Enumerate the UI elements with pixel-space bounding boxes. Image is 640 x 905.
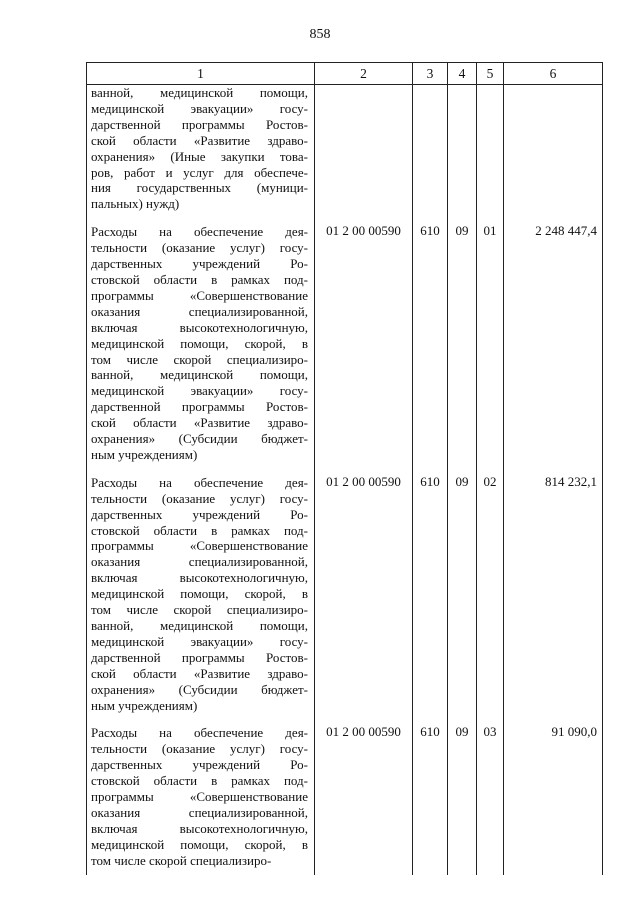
description-line: Расходы на обеспечение дея- <box>91 474 308 490</box>
expense-type-code <box>413 85 448 219</box>
section-code: 09 <box>448 719 477 874</box>
description-line: ской области «Развитие здраво- <box>91 132 308 148</box>
column-header-2: 2 <box>315 63 413 85</box>
description-line: охранения» (Субсидии бюджет- <box>91 681 308 697</box>
description-line: Расходы на обеспечение дея- <box>91 224 308 240</box>
description-line: ванной, медицинской помощи, <box>91 367 308 383</box>
expense-type-code: 610 <box>413 218 448 469</box>
description-line: стовской области в рамках под- <box>91 522 308 538</box>
column-header-1: 1 <box>87 63 315 85</box>
description-line: дарственной программы Ростов- <box>91 649 308 665</box>
budget-table <box>86 62 603 875</box>
target-item-code <box>315 85 413 219</box>
table-row <box>87 218 603 469</box>
description-line: том числе скорой специализиро- <box>91 852 272 868</box>
description-line: дарственных учреждений Ро- <box>91 256 308 272</box>
expense-description <box>87 218 315 469</box>
column-header-3: 3 <box>413 63 448 85</box>
description-line: оказания специализированной, <box>91 804 308 820</box>
description-line: оказания специализированной, <box>91 303 308 319</box>
description-line: включая высокотехнологичную, <box>91 319 308 335</box>
description-line: медицинской помощи, скорой, в <box>91 586 308 602</box>
description-line: охранения» (Субсидии бюджет- <box>91 431 308 447</box>
target-item-code: 01 2 00 00590 <box>315 218 413 469</box>
description-line: охранения» (Иные закупки това- <box>91 148 308 164</box>
description-line: том числе скорой специализиро- <box>91 351 308 367</box>
expense-description <box>87 469 315 720</box>
description-line: ванной, медицинской помощи, <box>91 618 308 633</box>
column-number-header-row <box>87 63 603 85</box>
target-item-code: 01 2 00 00590 <box>315 469 413 720</box>
description-line: ным учреждениям) <box>91 697 198 713</box>
description-line: тельности (оказание услуг) госу- <box>91 490 308 506</box>
expense-type-code: 610 <box>413 469 448 720</box>
description-line: медицинской эвакуации» госу- <box>91 100 308 116</box>
subsection-code: 03 <box>477 719 504 874</box>
table-body <box>87 85 603 875</box>
subsection-code: 02 <box>477 469 504 720</box>
description-line: дарственной программы Ростов- <box>91 116 308 132</box>
expense-description <box>87 719 315 874</box>
description-line: ров, работ и услуг для обеспече- <box>91 164 308 180</box>
description-line: медицинской помощи, скорой, в <box>91 836 308 852</box>
page-number: 858 <box>309 27 331 42</box>
description-line: ванной, медицинской помощи, <box>91 85 308 100</box>
table-row <box>87 469 603 720</box>
description-line: медицинской помощи, скорой, в <box>91 335 308 351</box>
section-code: 09 <box>448 469 477 720</box>
description-line: ской области «Развитие здраво- <box>91 415 308 431</box>
target-item-code: 01 2 00 00590 <box>315 719 413 874</box>
expense-description <box>87 85 315 219</box>
amount-value: 814 232,1 <box>504 469 603 720</box>
subsection-code: 01 <box>477 218 504 469</box>
description-line: программы «Совершенствование <box>91 287 308 303</box>
description-line: тельности (оказание услуг) госу- <box>91 240 308 256</box>
description-line: стовской области в рамках под- <box>91 773 308 789</box>
description-line: ным учреждениям) <box>91 446 198 462</box>
subsection-code <box>477 85 504 219</box>
amount-value: 91 090,0 <box>504 719 603 874</box>
description-line: стовской области в рамках под- <box>91 271 308 287</box>
description-line: медицинской эвакуации» госу- <box>91 383 308 399</box>
description-line: пальных) нужд) <box>91 196 180 212</box>
column-header-4: 4 <box>448 63 477 85</box>
description-line: ния государственных (муници- <box>91 180 308 196</box>
description-line: тельности (оказание услуг) госу- <box>91 741 308 757</box>
description-line: дарственных учреждений Ро- <box>91 757 308 773</box>
description-line: программы «Совершенствование <box>91 538 308 554</box>
table-row <box>87 85 603 219</box>
description-line: медицинской эвакуации» госу- <box>91 633 308 649</box>
description-line: включая высокотехнологичную, <box>91 570 308 586</box>
description-line: оказания специализированной, <box>91 554 308 570</box>
description-line: дарственной программы Ростов- <box>91 399 308 415</box>
section-code: 09 <box>448 218 477 469</box>
description-line: ской области «Развитие здраво- <box>91 665 308 681</box>
description-line: включая высокотехнологичную, <box>91 820 308 836</box>
expense-type-code: 610 <box>413 719 448 874</box>
amount-value: 2 248 447,4 <box>504 218 603 469</box>
description-line: дарственных учреждений Ро- <box>91 506 308 522</box>
section-code <box>448 85 477 219</box>
description-line: программы «Совершенствование <box>91 789 308 805</box>
column-header-5: 5 <box>477 63 504 85</box>
amount-value <box>504 85 603 219</box>
table-row <box>87 719 603 874</box>
description-line: Расходы на обеспечение дея- <box>91 725 308 741</box>
description-line: том числе скорой специализиро- <box>91 602 308 618</box>
column-header-6: 6 <box>504 63 603 85</box>
